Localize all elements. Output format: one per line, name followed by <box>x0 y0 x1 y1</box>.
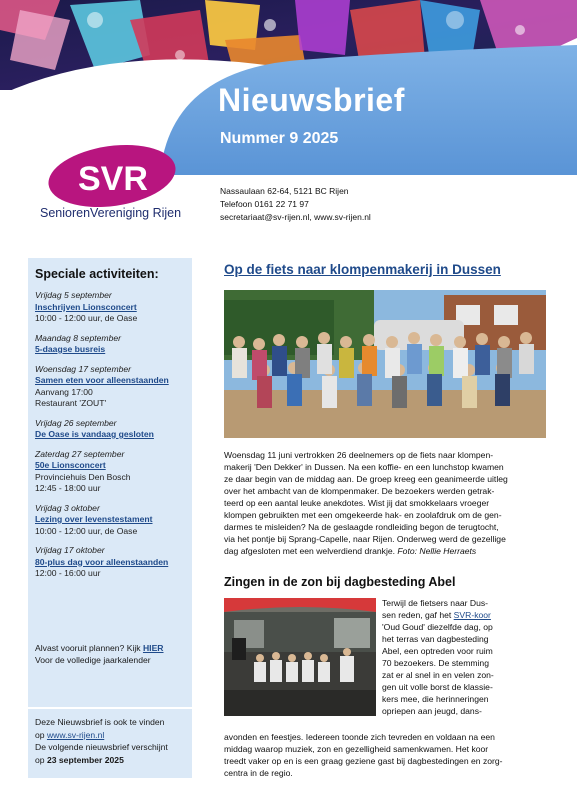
text-line: het terras van dagbesteding <box>382 634 489 644</box>
phone-line: Telefoon 0161 22 71 97 <box>220 199 309 209</box>
activity-detail: 12:00 - 16:00 uur <box>35 568 101 578</box>
activity-item <box>35 418 190 441</box>
activity-item <box>35 333 190 356</box>
activity-link[interactable]: 80-plus dag voor alleenstaanden <box>35 556 169 567</box>
activity-item <box>35 449 190 495</box>
text-line: ze daar begin van de middag aan. De groep kreeg een geanimeerde uitleg <box>224 474 508 484</box>
activity-date: Vrijdag 3 oktober <box>35 502 100 513</box>
activity-item <box>35 290 190 325</box>
activity-date: Vrijdag 17 oktober <box>35 545 105 555</box>
text-line: treedt vaker op en is een graag geziene gast bij dagbestedingen en zorg- <box>224 756 503 766</box>
sidebar-title: Speciale activiteiten: <box>35 267 159 281</box>
activity-detail: Restaurant 'ZOUT' <box>35 398 107 408</box>
text-line: via het pontje bij Sprang-Capelle, naar Rijen. Onderweg werd de gezellige <box>224 534 506 544</box>
text-line: centra in de regio. <box>224 768 293 778</box>
activity-date: Maandag 8 september <box>35 332 121 343</box>
text-line: Abel, een optreden voor ruim <box>382 646 493 656</box>
year-calendar-note <box>35 642 190 666</box>
activity-link[interactable]: Inschrijven Lionsconcert <box>35 301 137 312</box>
activity-detail: 10:00 - 12:00 uur, de Oase <box>35 313 138 323</box>
text-line: Terwijl de fietsers naar Dus- <box>382 598 489 608</box>
text-line: klompen gebruikten met een omgekeerde hak- en zoolafdruk om de gen- <box>224 510 502 520</box>
activity-link[interactable]: De Oase is vandaag gesloten <box>35 429 154 439</box>
article-body <box>224 731 550 779</box>
article-body <box>224 449 548 557</box>
article-title[interactable]: Op de fiets naar klompenmakerij in Dussen <box>224 262 501 277</box>
text-line: darmes te misleiden? Na de geslaagde rondleiding begon de terugtocht, <box>224 522 499 532</box>
organization-name: SeniorenVereniging Rijen <box>40 206 182 220</box>
footer-prefix: op <box>35 754 47 765</box>
text-line: gen uit volle borst de klassie- <box>382 682 493 692</box>
text-line: kers mee, die herinneringen <box>382 694 489 704</box>
newsletter-title: Nieuwsbrief <box>218 82 405 118</box>
activity-detail: Aanvang 17:00 <box>35 386 93 397</box>
activity-link[interactable]: Samen eten voor alleenstaanden <box>35 375 169 385</box>
text-line: 70 bezoekers. De stemming <box>382 658 489 668</box>
activities-list <box>35 290 190 588</box>
activity-link[interactable]: 5-daagse busreis <box>35 344 106 354</box>
text-line: sen reden, gaf het <box>382 610 454 620</box>
photo-credit: Foto: Nellie Herraets <box>397 546 477 556</box>
activity-link[interactable]: Lezing over levenstestament <box>35 514 153 524</box>
text-line: avonden en feestjes. Iedereen toonde zich tevreden en voldaan na een <box>224 732 495 742</box>
text-line: 'Oud Goud' diezelfde dag, op <box>382 622 493 632</box>
logo-mark-text: SVR <box>78 160 148 198</box>
activity-date: Woensdag 17 september <box>35 363 132 374</box>
activity-item <box>35 545 190 580</box>
text-line: makerij 'Den Dekker' in Dussen. Na een koffie- en een lunchstop kwamen <box>224 462 504 472</box>
activity-detail: 12:45 - 18:00 uur <box>35 483 101 493</box>
contact-address <box>220 185 371 224</box>
footer-line: De volgende nieuwsbrief verschijnt <box>35 742 168 752</box>
activity-detail: Provinciehuis Den Bosch <box>35 471 131 482</box>
footer-prefix: op <box>35 729 47 740</box>
text-line: dag afgesloten met een welverdiend drankje. <box>224 546 398 556</box>
footer-line: Deze Nieuwsbrief is ook te vinden <box>35 717 165 727</box>
sidebar-footer <box>28 707 192 780</box>
text-line: middag waarop muziek, zon en gezelligheid samenkwamen. Het koor <box>224 744 489 754</box>
calendar-link[interactable]: HIER <box>142 643 164 653</box>
choir-performance-photo <box>224 598 376 716</box>
text-line: zat er al snel in en velen zon- <box>382 670 494 680</box>
activity-detail: 10:00 - 12:00 uur, de Oase <box>35 525 138 536</box>
group-photo-cyclists <box>224 290 546 438</box>
text-line: opriepen aan jeugd, dans- <box>382 706 482 716</box>
text-line: over het ambacht van de klompenmaker. De bezoekers werden getrak- <box>224 486 495 496</box>
address-line: Nassaulaan 62-64, 5121 BC Rijen <box>220 186 349 196</box>
activity-date: Vrijdag 26 september <box>35 417 117 428</box>
activity-item <box>35 503 190 538</box>
activity-item <box>35 364 190 410</box>
article-title: Zingen in de zon bij dagbesteding Abel <box>224 575 456 589</box>
activity-link[interactable]: 50e Lionsconcert <box>35 460 106 470</box>
next-issue-date: 23 september 2025 <box>46 754 124 765</box>
text-line: Woensdag 11 juni vertrokken 26 deelnemers op de fiets naar klompen- <box>224 450 494 460</box>
article-side-text <box>382 597 550 717</box>
text-line: teerd op een aantal leuke anekdotes. Wist jij dat smokkelaars vroeger <box>224 498 490 508</box>
plan-text-2: Voor de volledige jaarkalender <box>35 655 151 665</box>
activity-date: Vrijdag 5 september <box>35 290 112 300</box>
issue-number: Nummer 9 2025 <box>220 130 339 147</box>
website-link[interactable]: www.sv-rijen.nl <box>46 729 105 740</box>
plan-text: Alvast vooruit plannen? Kijk <box>35 643 143 653</box>
activity-date: Zaterdag 27 september <box>35 448 125 459</box>
email-web-line: secretariaat@sv-rijen.nl, www.sv-rijen.nl <box>220 212 371 222</box>
choir-link[interactable]: SVR-koor <box>453 610 491 620</box>
activities-sidebar <box>28 258 192 778</box>
